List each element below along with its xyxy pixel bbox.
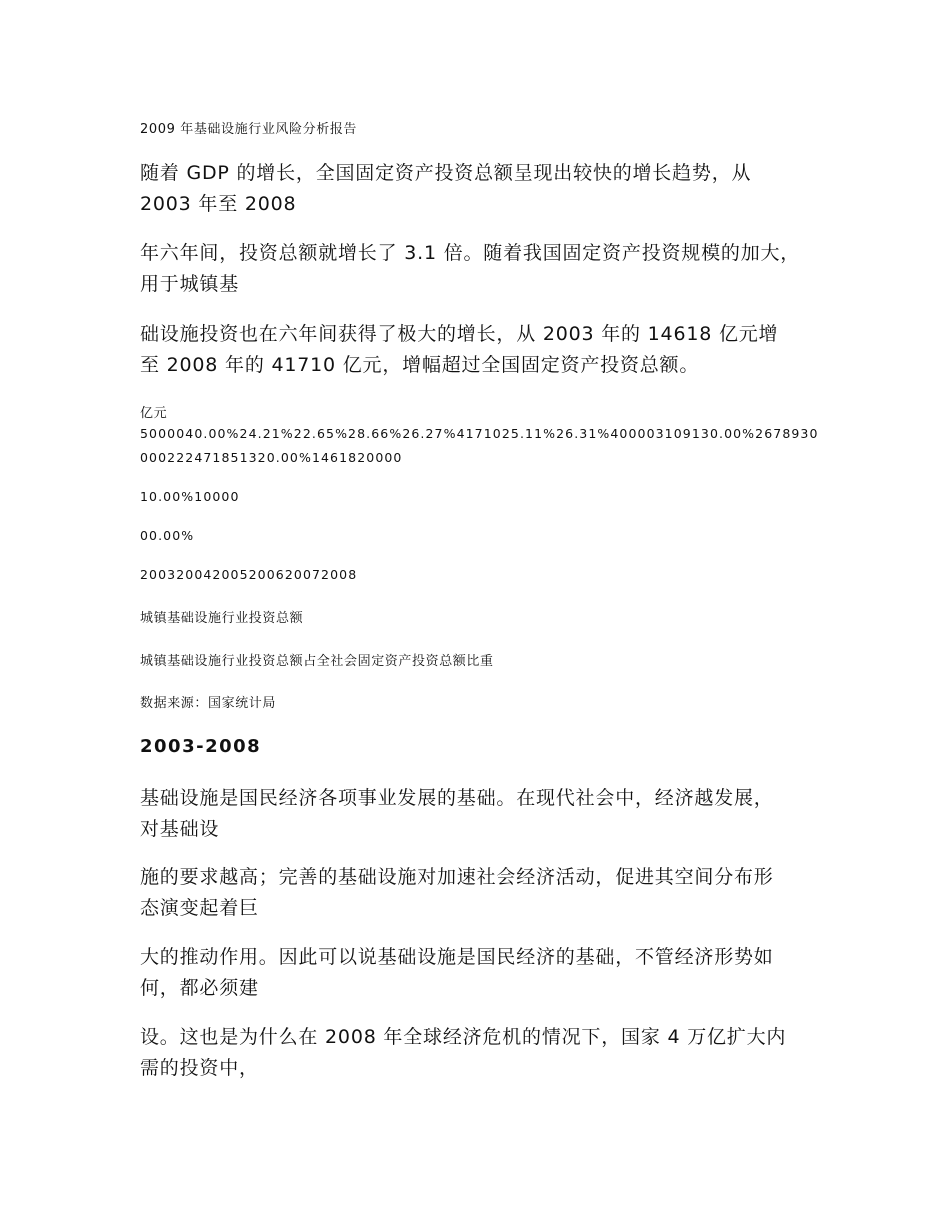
text-line: 施的要求越高；完善的基础设施对加速社会经济活动，促进其空间分布形 [140,866,774,888]
chart-legend-item: 城镇基础设施行业投资总额 [140,611,304,626]
paragraph-block [140,862,774,924]
chart-axis-line: 10.00%10000 [140,489,240,504]
paragraph-block [140,158,751,220]
text-line: 随着 GDP 的增长，全国固定资产投资总额呈现出较快的增长趋势，从 [140,162,752,184]
chart-data-line: 5000040.00%24.21%22.65%28.66%26.27%4171025.11%26.31%400003109130.00%2678930 [140,426,819,441]
paragraph-block [140,783,774,845]
text-line: 对基础设 [140,818,220,840]
chart-axis-line: 00.00% [140,528,195,543]
text-line: 年六年间，投资总额就增长了 3.1 倍。随着我国固定资产投资规模的加大， [140,242,801,264]
text-line: 态演变起着巨 [140,897,259,919]
paragraph-block [140,1022,786,1084]
text-line: 需的投资中， [140,1057,259,1079]
chart-unit-label: 亿元 [140,406,168,421]
text-line: 础设施投资也在六年间获得了极大的增长，从 2003 年的 14618 亿元增 [140,323,779,345]
paragraph-block [140,319,778,381]
text-line: 设。这也是为什么在 2008 年全球经济危机的情况下，国家 4 万亿扩大内 [140,1026,787,1048]
text-line: 2003 年至 2008 [140,193,297,215]
report-title: 2009 年基础设施行业风险分析报告 [140,122,358,137]
chart-data-line: 000222471851320.00%1461820000 [140,450,403,465]
text-line: 用于城镇基 [140,273,240,295]
paragraph-block [140,942,774,1004]
data-source-note: 数据来源：国家统计局 [140,696,277,711]
chart-legend-item: 城镇基础设施行业投资总额占全社会固定资产投资总额比重 [140,654,494,669]
text-line: 基础设施是国民经济各项事业发展的基础。在现代社会中，经济越发展， [140,787,774,809]
paragraph-block [140,238,800,300]
text-line: 大的推动作用。因此可以说基础设施是国民经济的基础，不管经济形势如 [140,946,774,968]
chart-years-line: 200320042005200620072008 [140,567,358,582]
section-heading: 2003-2008 [140,736,262,757]
text-line: 何，都必须建 [140,977,259,999]
text-line: 至 2008 年的 41710 亿元，增幅超过全国固定资产投资总额。 [140,354,700,376]
